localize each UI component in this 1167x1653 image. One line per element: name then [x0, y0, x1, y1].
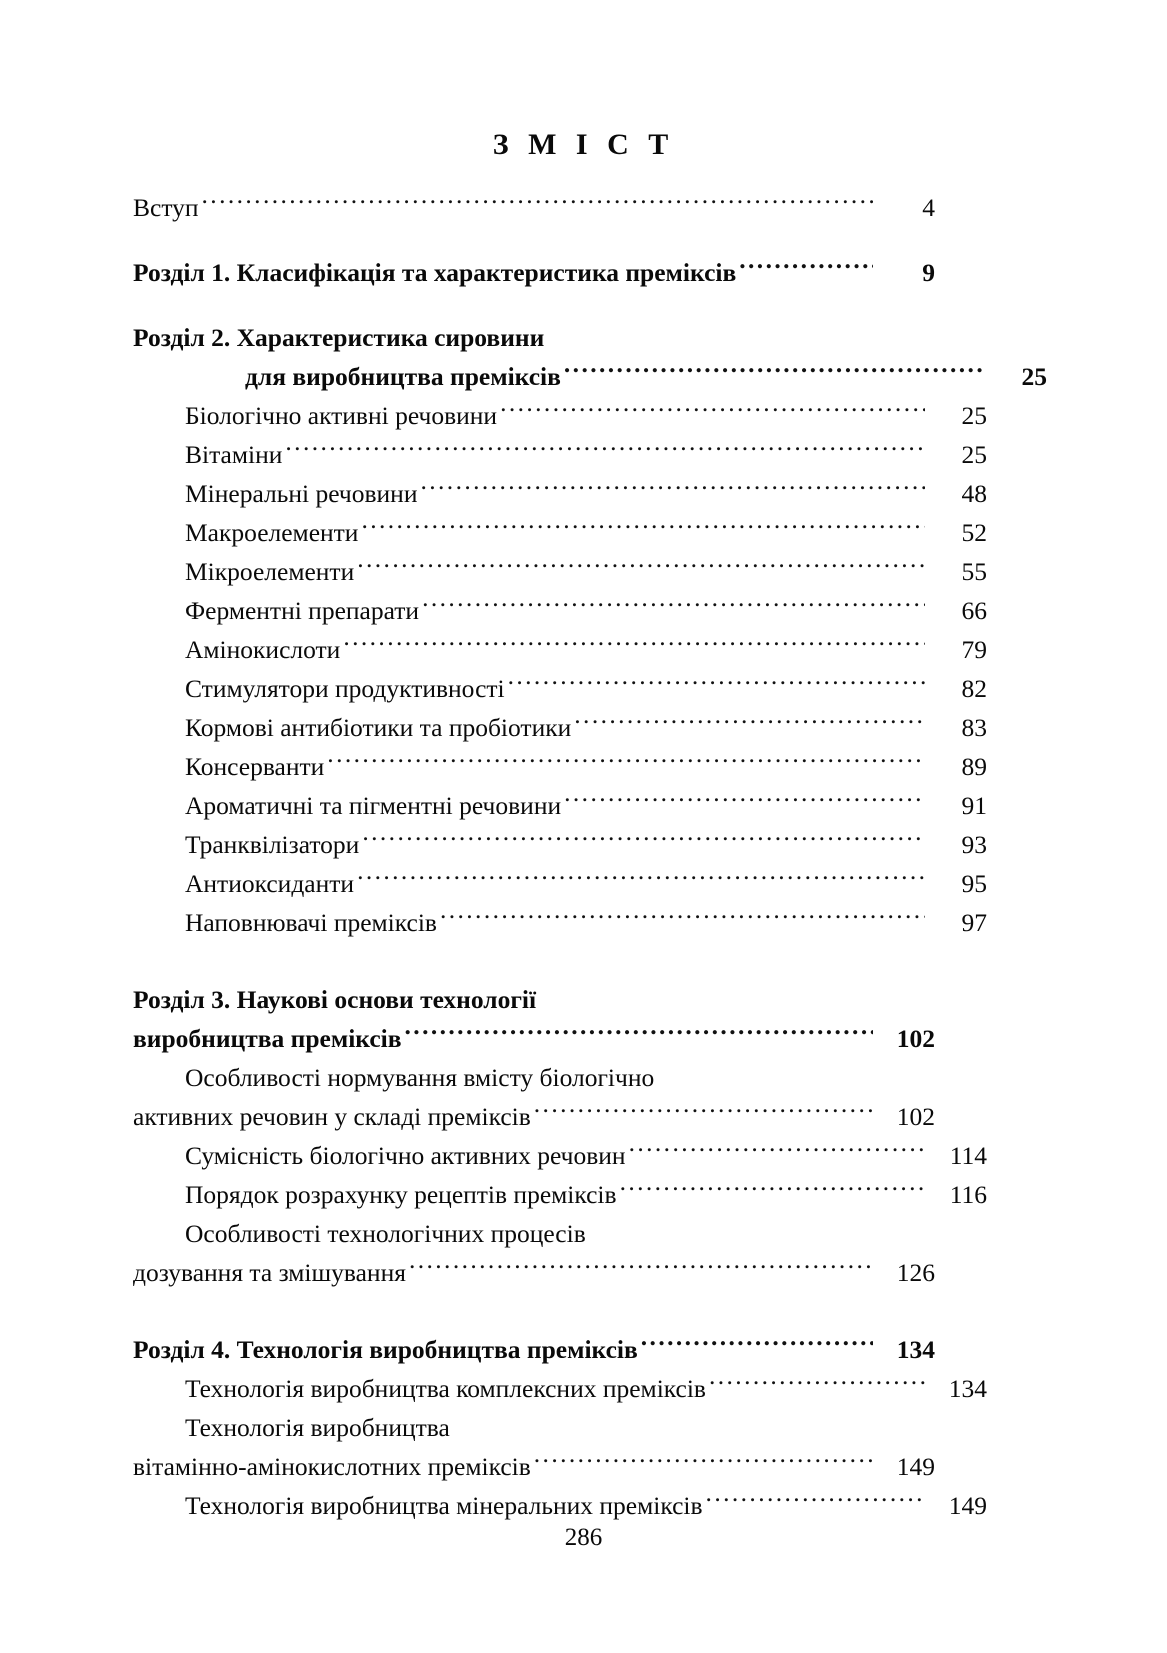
toc-dot-leader	[629, 1139, 925, 1165]
toc-entry[interactable]	[185, 669, 987, 708]
toc-entry-label: Біологічно активні речовини	[185, 401, 498, 430]
toc-entry[interactable]	[185, 1408, 987, 1447]
toc-entry-page-number: 25	[1021, 362, 1047, 391]
toc-dot-leader	[362, 828, 925, 854]
toc-entry[interactable]	[185, 1136, 987, 1175]
toc-entry[interactable]	[185, 1486, 987, 1525]
toc-dot-leader	[327, 750, 925, 776]
toc-entry[interactable]	[185, 435, 987, 474]
toc-entry-page-number: 9	[922, 258, 935, 287]
toc-entry[interactable]	[185, 747, 987, 786]
page-folio-number: 286	[564, 1524, 603, 1551]
toc-entry[interactable]	[185, 396, 987, 435]
toc-entry[interactable]	[185, 552, 987, 591]
toc-dot-leader	[405, 1022, 873, 1048]
toc-dot-leader	[739, 256, 873, 282]
toc-entry-label: виробництва преміксів	[133, 1024, 402, 1053]
toc-entry-label: Розділ 1. Класифікація та характеристика преміксів	[133, 258, 737, 287]
toc-entry[interactable]	[185, 1175, 987, 1214]
toc-entry-label: Транквілізатори	[185, 830, 360, 859]
toc-dot-leader	[534, 1450, 873, 1476]
toc-entry-label: для виробництва преміксів	[245, 362, 561, 391]
page-title: З М І С Т	[492, 128, 675, 161]
toc-entry-page-number: 91	[961, 791, 987, 820]
toc-entry-page-number: 25	[961, 401, 987, 430]
toc-entry-page-number: 149	[896, 1452, 935, 1481]
toc-entry-page-number: 93	[961, 830, 987, 859]
toc-entry[interactable]	[185, 591, 987, 630]
toc-dot-leader	[574, 711, 925, 737]
toc-dot-leader	[564, 360, 985, 386]
toc-entry-page-number: 116	[949, 1180, 987, 1209]
toc-entry-label: дозування та змішування	[133, 1258, 406, 1287]
toc-entry-label: Порядок розрахунку рецептів преміксів	[185, 1180, 617, 1209]
toc-entry-page-number: 126	[896, 1258, 935, 1287]
toc-entry[interactable]	[185, 708, 987, 747]
toc-entry-label: активних речовин у складі преміксів	[133, 1102, 531, 1131]
toc-entry-page-number: 134	[948, 1374, 987, 1403]
toc-entry-label: Вступ	[133, 193, 199, 222]
toc-entry[interactable]	[185, 513, 987, 552]
table-of-contents	[133, 188, 1047, 1525]
toc-dot-leader	[564, 789, 925, 815]
toc-entry[interactable]	[245, 357, 1047, 396]
toc-entry-page-number: 149	[948, 1491, 987, 1520]
toc-entry-label: Наповнювачі преміксів	[185, 908, 437, 937]
toc-entry[interactable]	[185, 903, 987, 942]
toc-entry-page-number: 134	[896, 1335, 935, 1364]
toc-entry[interactable]	[185, 630, 987, 669]
toc-dot-leader	[409, 1256, 873, 1282]
toc-entry[interactable]	[133, 1019, 935, 1058]
toc-dot-leader	[420, 477, 925, 503]
toc-dot-leader	[285, 438, 925, 464]
toc-entry[interactable]	[185, 1214, 987, 1253]
toc-dot-leader	[620, 1178, 925, 1204]
toc-entry-page-number: 82	[961, 674, 987, 703]
toc-entry-label: Розділ 3. Наукові основи технології	[133, 985, 537, 1014]
toc-entry[interactable]	[133, 1330, 935, 1369]
toc-entry-label: Мінеральні речовини	[185, 479, 418, 508]
toc-entry-label: Особливості нормування вмісту біологічно	[185, 1063, 655, 1092]
toc-spacer	[133, 1292, 935, 1330]
toc-entry-page-number: 25	[961, 440, 987, 469]
toc-entry[interactable]	[133, 253, 935, 292]
toc-dot-leader	[508, 672, 925, 698]
toc-dot-leader	[706, 1489, 925, 1515]
toc-entry[interactable]	[133, 1447, 935, 1486]
toc-entry-page-number: 52	[961, 518, 987, 547]
toc-entry[interactable]	[133, 318, 935, 357]
toc-entry-label: Розділ 2. Характеристика сировини	[133, 323, 545, 352]
toc-entry-label: Особливості технологічних процесів	[185, 1219, 586, 1248]
toc-entry-label: Вітаміни	[185, 440, 283, 469]
toc-entry-page-number: 55	[961, 557, 987, 586]
toc-entry[interactable]	[133, 1097, 935, 1136]
toc-entry-page-number: 95	[961, 869, 987, 898]
toc-entry-page-number: 79	[961, 635, 987, 664]
toc-entry-page-number: 97	[961, 908, 987, 937]
toc-entry-page-number: 89	[961, 752, 987, 781]
toc-dot-leader	[357, 867, 925, 893]
toc-entry-page-number: 83	[961, 713, 987, 742]
toc-entry[interactable]	[185, 825, 987, 864]
toc-entry-label: Технологія виробництва мінеральних преміксів	[185, 1491, 703, 1520]
toc-entry-page-number: 102	[896, 1024, 935, 1053]
toc-entry[interactable]	[185, 786, 987, 825]
toc-spacer	[133, 292, 935, 318]
toc-entry-label: Амінокислоти	[185, 635, 341, 664]
toc-dot-leader	[500, 399, 925, 425]
toc-entry-label: Технологія виробництва	[185, 1413, 450, 1442]
toc-entry-label: Кормові антибіотики та пробіотики	[185, 713, 572, 742]
toc-spacer	[133, 942, 935, 980]
toc-entry-label: Антиоксиданти	[185, 869, 355, 898]
toc-entry-label: Макроелементи	[185, 518, 359, 547]
toc-dot-leader	[357, 555, 925, 581]
toc-entry-label: Технологія виробництва комплексних преміксів	[185, 1374, 706, 1403]
toc-entry[interactable]	[133, 188, 935, 227]
toc-entry-label: Розділ 4. Технологія виробництва преміксів	[133, 1335, 638, 1364]
toc-entry[interactable]	[133, 1253, 935, 1292]
toc-entry-label: Мікроелементи	[185, 557, 355, 586]
toc-entry-page-number: 114	[949, 1141, 987, 1170]
toc-entry-page-number: 102	[896, 1102, 935, 1131]
toc-entry-page-number: 66	[961, 596, 987, 625]
toc-entry[interactable]	[185, 1369, 987, 1408]
toc-dot-leader	[440, 906, 925, 932]
toc-dot-leader	[361, 516, 925, 542]
toc-entry-label: Консерванти	[185, 752, 325, 781]
toc-entry-label: Ферментні препарати	[185, 596, 420, 625]
toc-entry-label: Стимулятори продуктивності	[185, 674, 505, 703]
toc-dot-leader	[202, 191, 873, 217]
toc-spacer	[133, 227, 935, 253]
toc-entry[interactable]	[185, 474, 987, 513]
toc-entry-label: Ароматичні та пігментні речовини	[185, 791, 562, 820]
toc-dot-leader	[422, 594, 925, 620]
toc-entry[interactable]	[185, 1058, 987, 1097]
toc-entry-label: Сумісність біологічно активних речовин	[185, 1141, 626, 1170]
toc-dot-leader	[534, 1100, 873, 1126]
toc-entry-label: вітамінно-амінокислотних преміксів	[133, 1452, 531, 1481]
toc-entry[interactable]	[133, 980, 935, 1019]
toc-dot-leader	[641, 1333, 873, 1359]
toc-entry-page-number: 4	[922, 193, 935, 222]
toc-dot-leader	[709, 1372, 925, 1398]
toc-dot-leader	[343, 633, 925, 659]
toc-entry-page-number: 48	[961, 479, 987, 508]
toc-entry[interactable]	[185, 864, 987, 903]
